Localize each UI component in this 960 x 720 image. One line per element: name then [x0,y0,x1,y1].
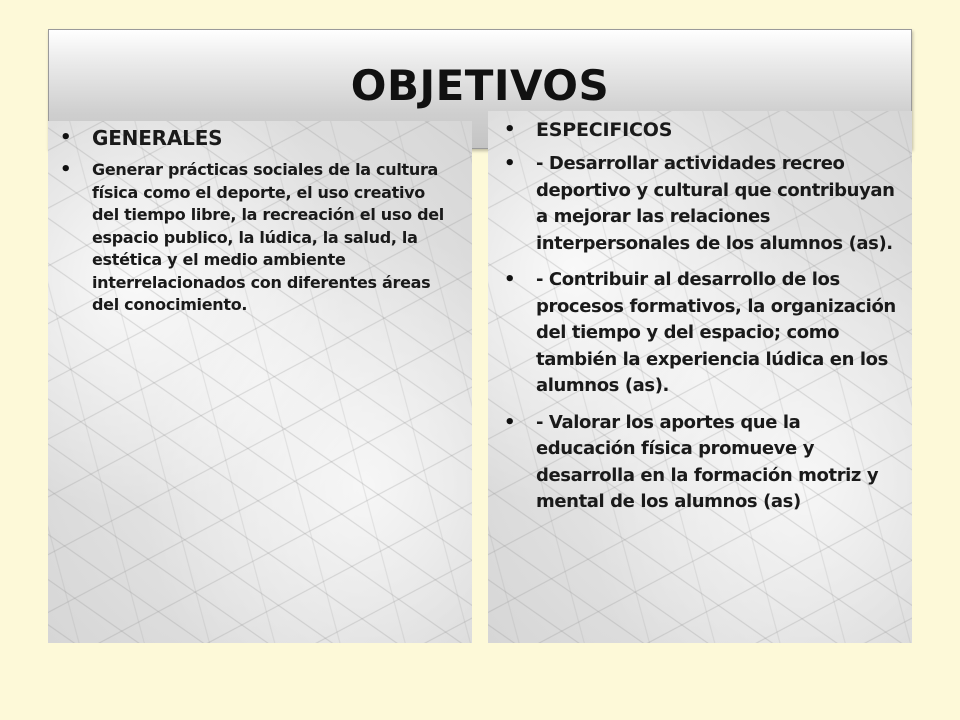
especificos-item-text: - Desarrollar actividades recreo deportivo y cultural que contribuyan a mejorar las relaciones interpersonales de los alumnos (as). [536,153,895,254]
especificos-heading: ESPECIFICOS [536,119,673,141]
generales-heading: GENERALES [92,126,223,150]
bullet-icon: • [60,127,72,148]
generales-body-item [60,159,454,317]
bullet-icon: • [504,119,516,140]
especificos-item [504,410,904,516]
especificos-list [504,117,904,516]
bullet-icon: • [504,153,516,174]
especificos-item-text: - Valorar los aportes que la educación física promueve y desarrolla en la formación motriz y mental de los alumnos (as) [536,411,879,512]
especificos-item [504,267,904,400]
bullet-icon: • [504,411,516,433]
especificos-item-text: - Contribuir al desarrollo de los procesos formativos, la organización del tiempo y del espacio; como también la experiencia lúdica en los alumnos (as). [536,269,896,396]
especificos-panel [488,111,912,643]
generales-panel [48,121,472,643]
especificos-heading-item [504,117,904,143]
generales-list [60,125,454,317]
especificos-item [504,151,904,257]
generales-heading-item [60,125,454,151]
slide-title: OBJETIVOS [350,61,610,110]
bullet-icon: • [504,269,516,290]
generales-body: Generar prácticas sociales de la cultura física como el deporte, el uso creativo del tiempo libre, la recreación el uso del espacio publico, la lúdica, la salud, la estética y el medio ambiente interrelacionados con diferentes áreas del conocimiento. [92,160,444,314]
bullet-icon: • [60,159,72,180]
